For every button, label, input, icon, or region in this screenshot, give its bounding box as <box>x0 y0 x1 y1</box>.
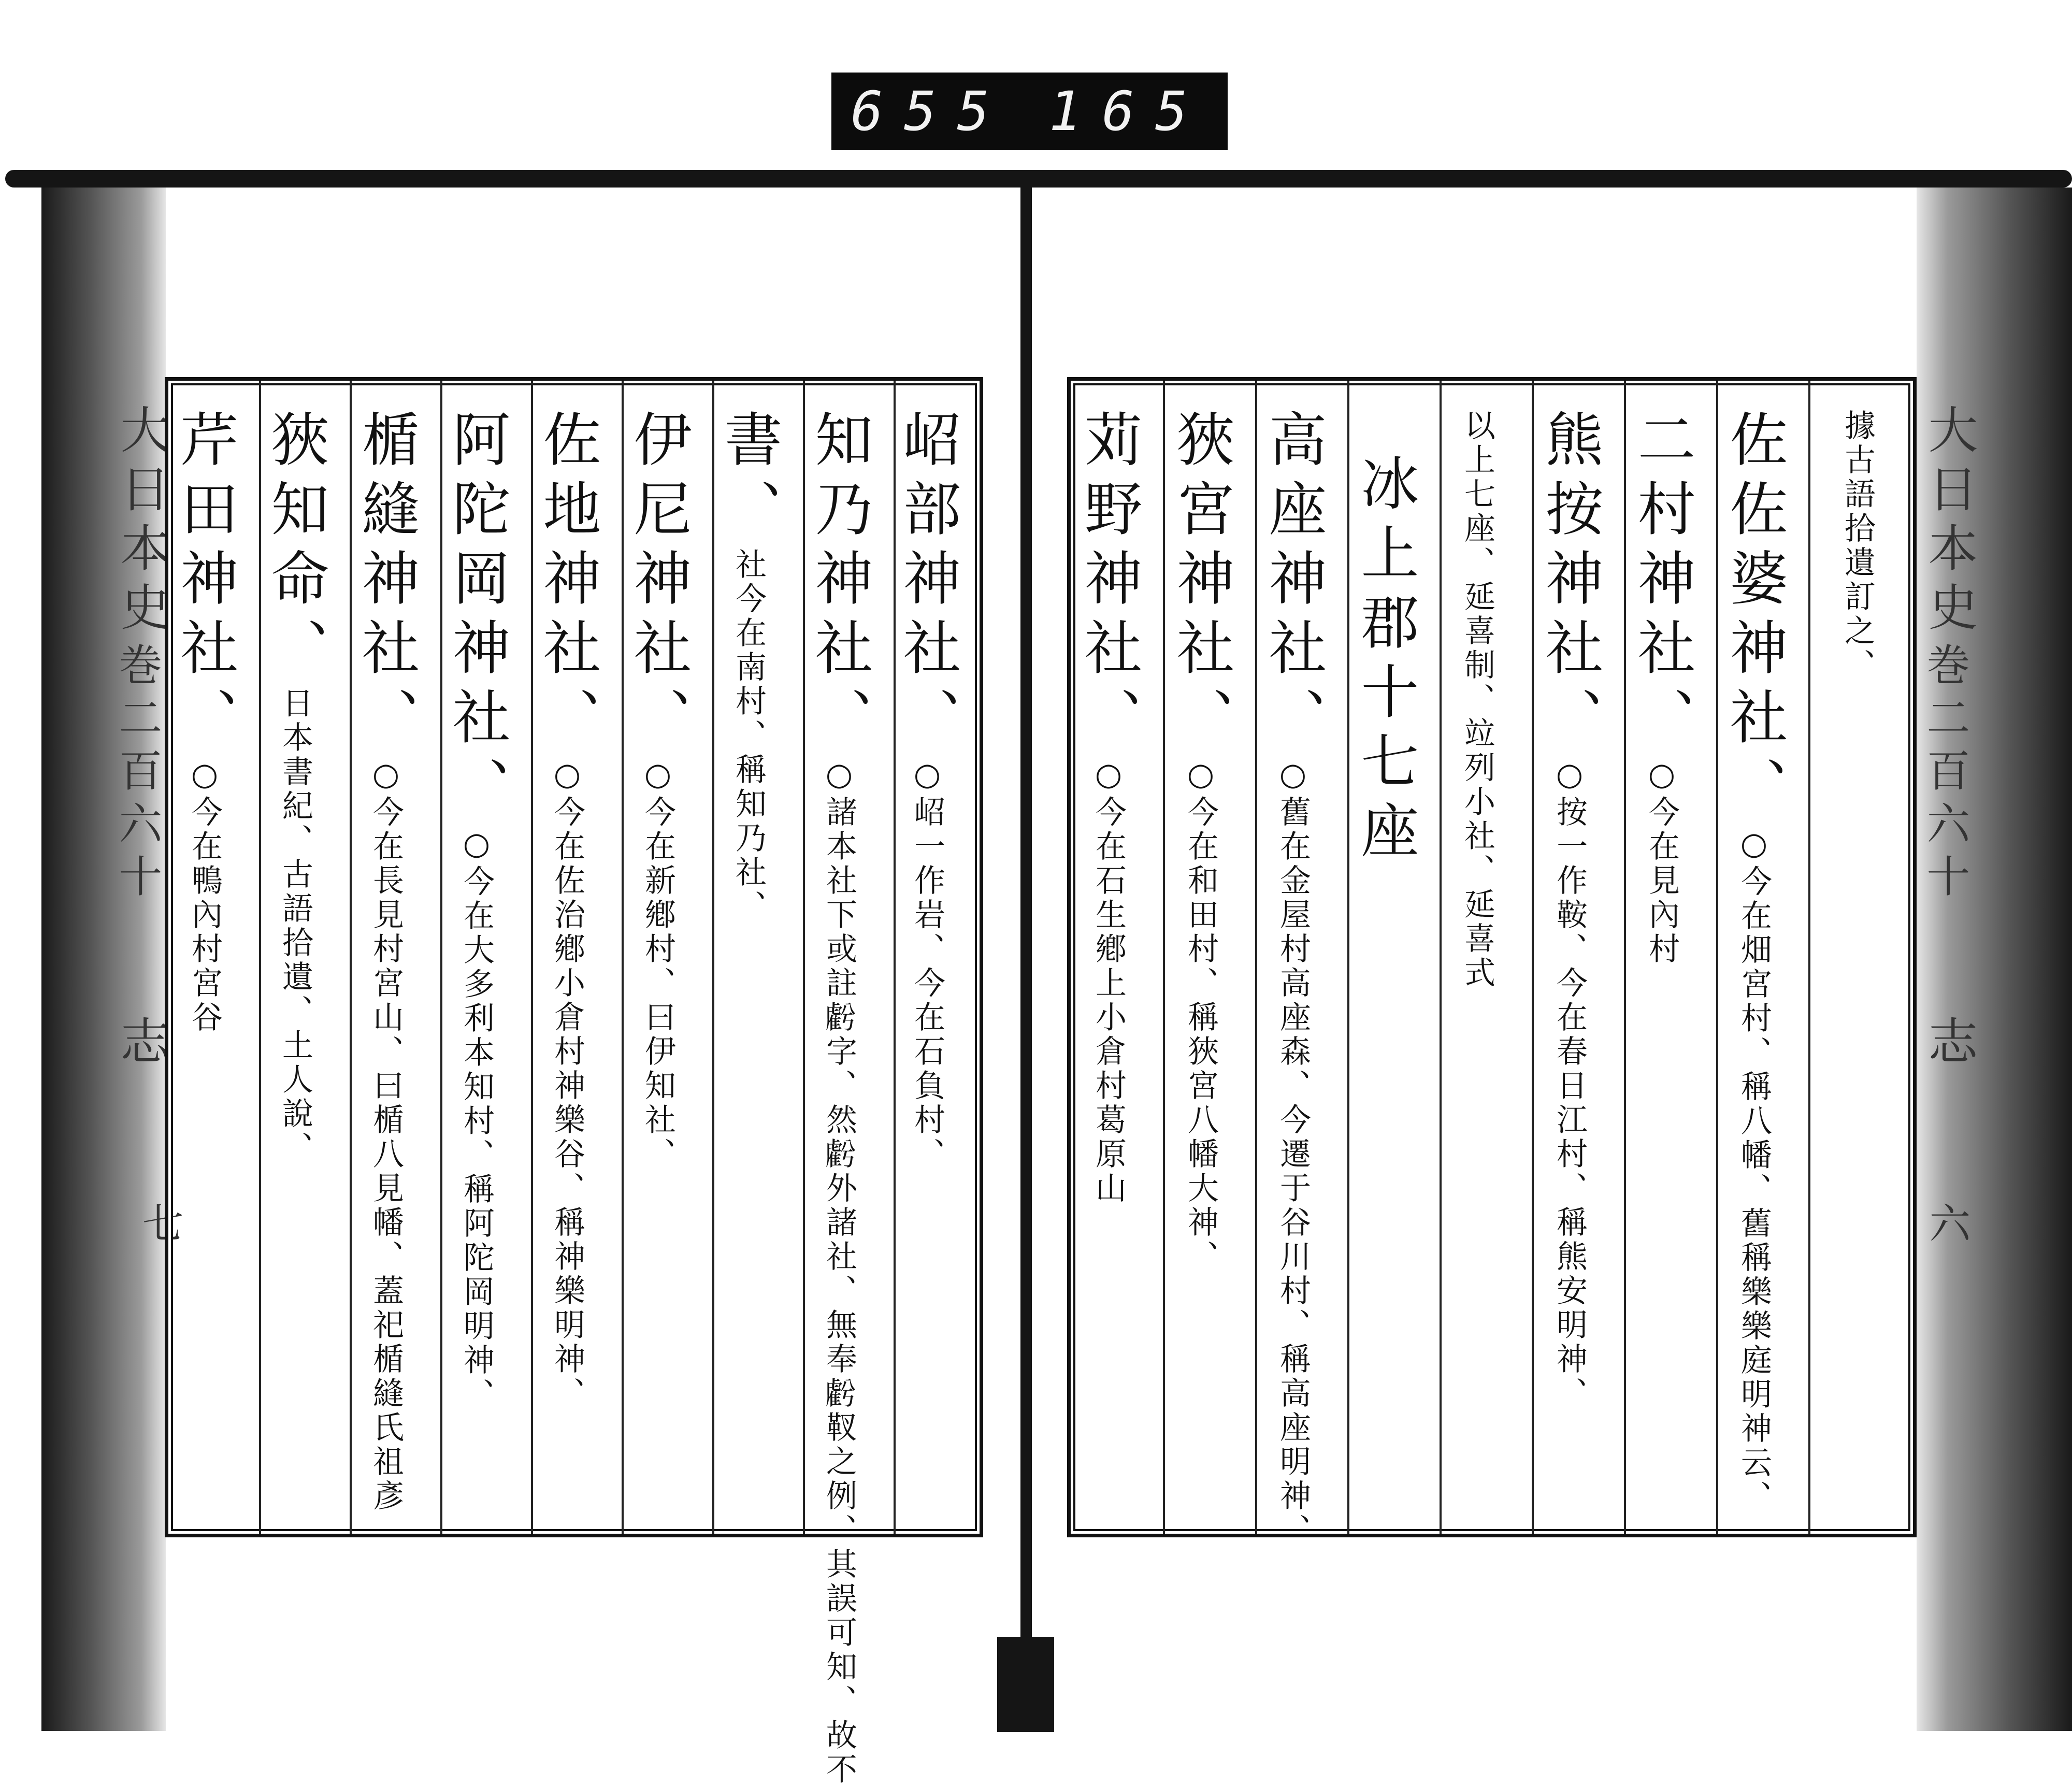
column-text: 芹田神社、○今在鴨內村宮谷 <box>171 409 238 1035</box>
column-text: 楯縫神社、○今在長見村宮山、曰楯八見幡、蓋祀楯縫氏祖彥 <box>352 409 420 1514</box>
right-col-4 <box>1532 381 1624 1534</box>
left-col-1 <box>894 381 980 1534</box>
right-col-2 <box>1716 381 1808 1534</box>
right-col-3 <box>1624 381 1716 1534</box>
right-col-1 <box>1808 381 1913 1534</box>
column-text: 伊尼神社、○今在新鄕村、曰伊知社、 <box>624 409 692 1172</box>
right-edge-title: 大日本史 <box>1920 404 1978 640</box>
spine-line <box>1020 176 1032 1642</box>
top-binding-bar <box>5 170 2072 188</box>
column-text: 知乃神社、○諸本社下或註𧇾字、然𧇾外諸社、無奉𧇾靫之例、其誤可知、故不 <box>805 409 873 1787</box>
right-col-8 <box>1163 381 1255 1534</box>
column-text: 熊按神社、○按一作鞍、今在春日江村、稱熊安明神、 <box>1536 409 1603 1411</box>
column-text: 狹知命、日本書紀、古語拾遺、土人說、 <box>262 409 329 1165</box>
column-text: 岹部神社、○岹一作岩、今在石負村、 <box>894 409 961 1172</box>
spine-tab <box>997 1637 1054 1732</box>
left-col-5 <box>531 381 622 1534</box>
column-text: 狹宮神社、○今在和田村、稱狹宮八幡大神、 <box>1167 409 1234 1274</box>
column-text: 二村神社、○今在見內村 <box>1628 409 1695 967</box>
left-edge-title: 大日本史 <box>112 404 170 640</box>
left-col-9 <box>168 381 259 1534</box>
left-col-3 <box>712 381 803 1534</box>
right-col-9 <box>1071 381 1163 1534</box>
left-col-2 <box>803 381 894 1787</box>
column-text: 佐地神社、○今在佐治鄕小倉村神樂谷、稱神樂明神、 <box>534 409 601 1411</box>
right-col-7 <box>1255 381 1347 1548</box>
right-page-number: 六 <box>1922 1202 1970 1243</box>
shelf-mark-right: 165 <box>1048 80 1208 143</box>
left-edge-section: 志 <box>112 1015 170 1074</box>
left-col-8 <box>259 381 350 1534</box>
column-text: 苅野神社、○今在石生鄕上小倉村葛原山 <box>1075 409 1142 1206</box>
column-text: 佐佐婆神社、○今在畑宮村、稱八幡、舊稱樂樂庭明神云、 <box>1720 409 1788 1515</box>
left-col-7 <box>350 381 440 1534</box>
right-text-frame <box>1067 377 1917 1548</box>
left-edge-volume: 巻二百六十 <box>112 642 163 906</box>
shelf-mark-label <box>831 73 1228 150</box>
column-text: 冰上郡十七座 <box>1351 453 1419 870</box>
column-text: 以上七座、延喜制、竝列小社、延喜式 <box>1459 409 1495 990</box>
right-edge-volume: 巻二百六十 <box>1920 642 1970 906</box>
left-col-4 <box>622 381 712 1534</box>
column-text: 高座神社、○舊在金屋村高座森、今遷于谷川村、稱高座明神、 <box>1259 409 1327 1548</box>
right-col-6 <box>1347 381 1440 1534</box>
left-text-frame <box>165 377 983 1787</box>
right-col-5 <box>1440 381 1532 1534</box>
left-page-number: 七 <box>135 1202 183 1243</box>
shelf-mark-left: 655 <box>851 80 1011 143</box>
column-text: 阿陀岡神社、○今在大多利本知村、稱阿陀岡明神、 <box>443 409 510 1412</box>
column-text: 據古語拾遺訂之、 <box>1839 409 1876 683</box>
right-edge-section: 志 <box>1920 1015 1978 1074</box>
column-text: 書、社今在南村、稱知乃社、 <box>715 409 782 924</box>
left-col-6 <box>440 381 531 1534</box>
